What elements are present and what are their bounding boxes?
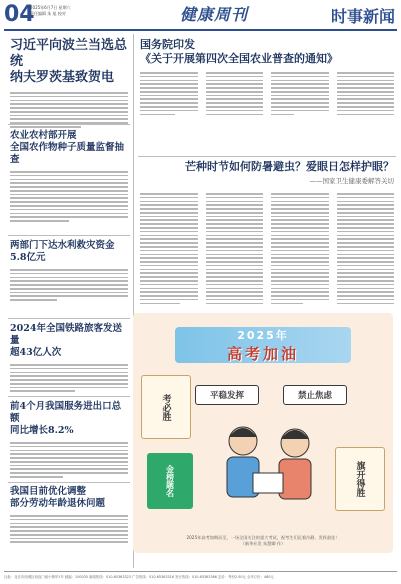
section-title: 时事新闻 — [330, 7, 395, 26]
article-title: 芒种时节如何防暑避虫？爱眼日怎样护眼？ — [185, 160, 394, 173]
sign-no-anxiety: 禁止焦虑 — [283, 385, 347, 405]
article-title: 两部门下达水利救灾资金5.8亿元 — [10, 240, 115, 263]
section-rule — [138, 156, 396, 157]
article-body — [140, 193, 394, 304]
footer-rule — [4, 571, 397, 572]
article-president-greetings — [10, 38, 128, 128]
section-rule — [8, 482, 130, 483]
article-rail-passengers — [10, 323, 128, 392]
scroll-left: 考必胜 — [141, 375, 191, 439]
article-body — [10, 442, 128, 478]
illustration-caption: 2025年高考如期而至，一场全国关注的重大考试，祝考生们沉着冷静，发挥最佳！ （新华社发 朱慧卿 作） — [186, 535, 340, 546]
article-body — [10, 515, 128, 543]
section-rule — [8, 124, 130, 125]
footer-info: 社址：北京市西城区西直门南小街甲1号 邮编：100035 新闻热线：010-65363323 广告热线：010-65363316 发行热线：010-65363366 定价：每份2.50元 全年订价：480元 — [4, 575, 274, 579]
section-rule — [8, 318, 130, 319]
masthead-rule — [4, 29, 397, 31]
article-body — [140, 72, 394, 115]
scroll-right: 旗开得胜 — [335, 447, 385, 511]
editor-line: 责任编辑 朱 旭 校对 — [30, 11, 66, 16]
article-body — [10, 269, 128, 301]
newspaper-brand: 健康周刊 — [180, 5, 249, 24]
article-agriculture-census — [140, 38, 394, 115]
article-seed-inspection — [10, 130, 128, 222]
article-title: 前4个月我国服务进出口总额 同比增长8.2% — [10, 401, 122, 436]
article-body — [10, 364, 128, 392]
article-flood-relief — [10, 240, 128, 301]
article-service-trade — [10, 401, 128, 478]
article-title: 我国目前优化调整 部分劳动年龄退休问题 — [10, 486, 106, 509]
article-subtitle: ——国家卫生健康委解答关切 — [309, 177, 394, 185]
article-title: 农业农村部开展 全国农作物种子质量监督抽查 — [10, 130, 125, 165]
article-title: 2024年全国铁路旅客发送量 超43亿人次 — [10, 323, 122, 358]
page-number: 04 — [4, 2, 35, 27]
article-retirement — [10, 486, 128, 543]
date-line: 2025年6月7日 星期六 — [30, 5, 71, 10]
illustration-banner: 2025年 高考加油 — [175, 327, 351, 363]
gaokao-illustration — [133, 313, 393, 553]
sign-steady: 平稳发挥 — [195, 385, 259, 405]
article-health-qa — [140, 160, 394, 304]
article-title: 习近平向波兰当选总统 纳夫罗茨基致贺电 — [10, 38, 128, 85]
article-body — [10, 92, 128, 128]
article-title: 国务院印发 《关于开展第四次全国农业普查的通知》 — [140, 38, 338, 65]
date-info — [30, 5, 71, 17]
section-rule — [8, 235, 130, 236]
book-success: 金榜题名 — [147, 453, 193, 509]
section-rule — [8, 396, 130, 397]
article-body — [10, 171, 128, 222]
students-figure — [203, 413, 333, 523]
